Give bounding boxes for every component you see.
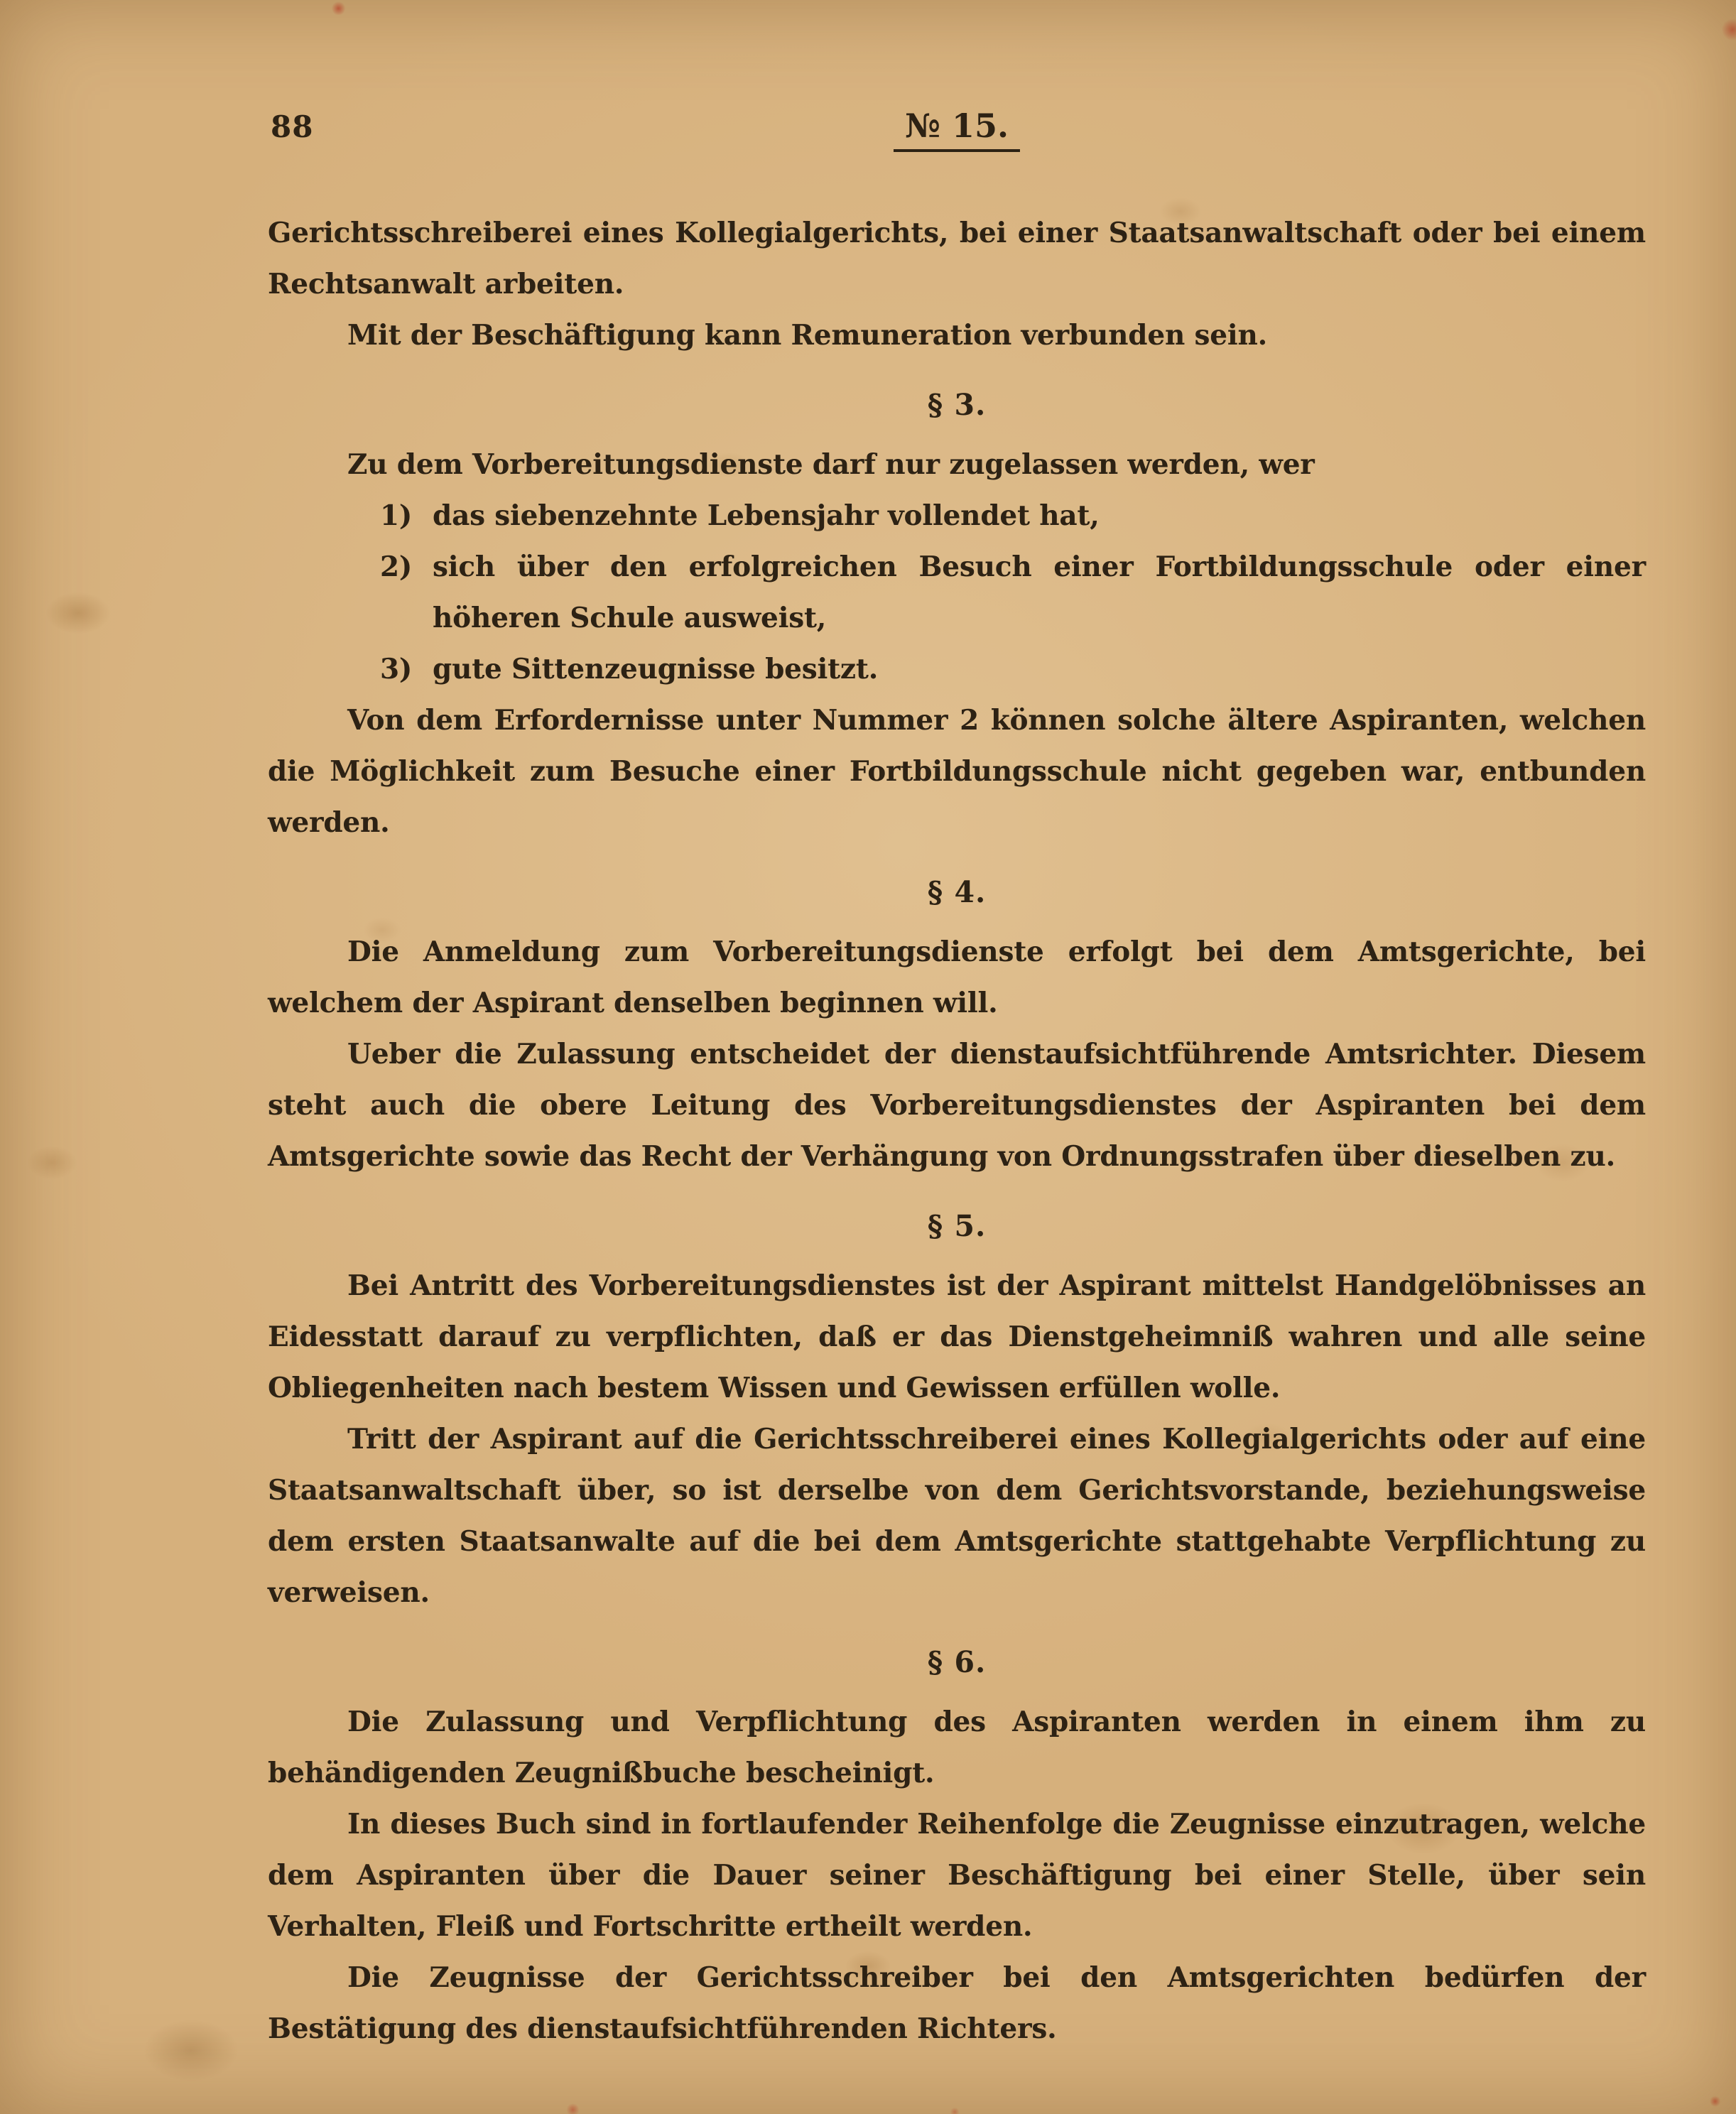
- section-heading-6: § 6.: [927, 1645, 987, 1679]
- paragraph: Die Zulassung und Verpflichtung des Aspiranten werden in einem ihm zu behändigenden Zeugnißbuche bescheinigt.: [268, 1706, 1646, 1789]
- document-body: [268, 207, 1646, 2054]
- paragraph: Von dem Erfordernisse unter Nummer 2 können solche ältere Aspiranten, welchen die Möglichkeit zum Besuche einer Fortbildungsschule nicht gegeben war, entbunden werden.: [268, 704, 1646, 839]
- paragraph: Bei Antritt des Vorbereitungsdienstes ist der Aspirant mittelst Handgelöbnisses an Eidesstatt darauf zu verpflichten, daß er das Dienstgeheimniß wahren und alle seine Obliegenheiten nach bestem Wissen und Gewissen erfüllen wolle.: [268, 1269, 1646, 1404]
- paragraph: Die Anmeldung zum Vorbereitungsdienste erfolgt bei dem Amtsgerichte, bei welchem der Aspirant denselben beginnen will.: [268, 936, 1646, 1019]
- list-item: [268, 541, 1646, 644]
- paragraph: In dieses Buch sind in fortlaufender Reihenfolge die Zeugnisse einzutragen, welche dem Aspiranten über die Dauer seiner Beschäftigung bei einer Stelle, über sein Verhalten, Fleiß und Fortschritte ertheilt werden.: [268, 1808, 1646, 1943]
- section-heading-5: § 5.: [927, 1209, 987, 1243]
- paragraph: Zu dem Vorbereitungsdienste darf nur zugelassen werden, wer: [347, 448, 1315, 481]
- list-marker: 3): [380, 653, 413, 685]
- list-item: [268, 490, 1646, 541]
- list-marker: 2): [380, 551, 413, 583]
- list-text: gute Sittenzeugnisse besitzt.: [433, 653, 879, 685]
- section-heading-4: § 4.: [927, 875, 987, 909]
- list-text: sich über den erfolgreichen Besuch einer Fortbildungsschule oder einer höheren Schule ausweist,: [433, 551, 1646, 634]
- paragraph: Mit der Beschäftigung kann Remuneration verbunden sein.: [347, 319, 1268, 352]
- paragraph: Tritt der Aspirant auf die Gerichtsschreiberei eines Kollegialgerichts oder auf eine Staatsanwaltschaft über, so ist derselbe von dem Gerichtsvorstande, beziehungsweise dem ersten Staatsanwalte auf die bei dem Amtsgerichte stattgehabte Verpflichtung zu verweisen.: [268, 1423, 1646, 1609]
- numbered-list: [268, 490, 1646, 695]
- list-text: das siebenzehnte Lebensjahr vollendet hat,: [433, 499, 1100, 532]
- list-item: [268, 644, 1646, 695]
- issue-header: № 15.: [894, 107, 1020, 152]
- section-heading-3: § 3.: [927, 388, 987, 422]
- list-marker: 1): [380, 499, 413, 532]
- paragraph: Ueber die Zulassung entscheidet der dienstaufsichtführende Amtsrichter. Diesem steht auch die obere Leitung des Vorbereitungsdienstes der Aspiranten bei dem Amtsgerichte sowie das Recht der Verhängung von Ordnungsstrafen über dieselben zu.: [268, 1038, 1646, 1173]
- page-number: 88: [271, 109, 314, 144]
- page-header: [268, 107, 1646, 163]
- paragraph-continuation: Gerichtsschreiberei eines Kollegialgerichts, bei einer Staatsanwaltschaft oder bei einem Rechtsanwalt arbeiten.: [268, 217, 1646, 300]
- paragraph: Die Zeugnisse der Gerichtsschreiber bei den Amtsgerichten bedürfen der Bestätigung des dienstaufsichtführenden Richters.: [268, 1961, 1646, 2045]
